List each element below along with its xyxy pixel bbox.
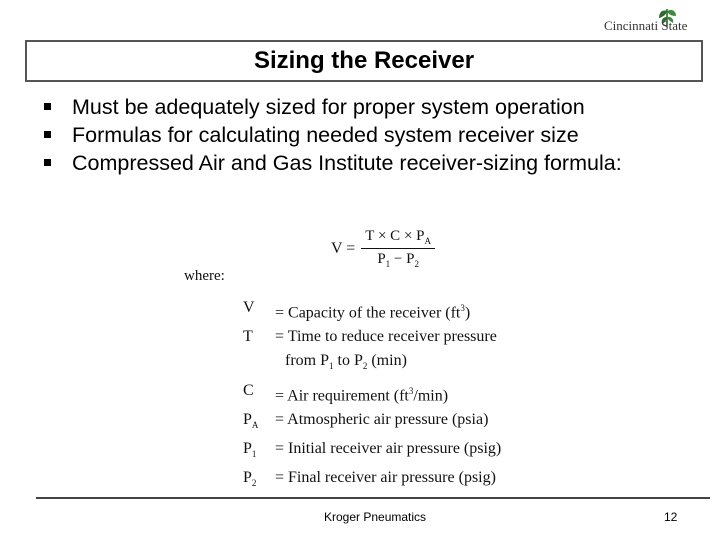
equation-numerator: $T \times C \times P_A$ xyxy=(361,228,435,249)
title-box xyxy=(25,40,703,82)
where-label: where: xyxy=(184,268,225,284)
bullet-item xyxy=(44,122,684,149)
square-bullet-icon xyxy=(44,159,51,166)
square-bullet-icon xyxy=(44,103,51,110)
equation-denominator: $P_1 - P_2$ xyxy=(377,251,419,269)
bullet-item xyxy=(44,94,684,121)
cincinnati-state-logo xyxy=(604,6,716,36)
footer-divider xyxy=(36,497,710,499)
definition-t: T = Time to reduce receiver pressure xyxy=(243,328,497,346)
footer-text: Kroger Pneumatics xyxy=(324,510,427,524)
definition-c: C = Air requirement $(ft^3/\min)$ xyxy=(243,381,449,404)
bullet-text: Compressed Air and Gas Institute receiver-sizing formula: xyxy=(72,151,622,175)
definition-v: V = Capacity of the receiver $(ft^3)$ xyxy=(243,299,471,322)
definition-pa: $P_A$ = Atmospheric air pressure (psia) xyxy=(243,410,489,431)
definition-p1: $P_1$ = Initial receiver air pressure (psig) xyxy=(243,440,502,460)
bullet-text: Formulas for calculating needed system receiver size xyxy=(72,123,579,147)
bullet-list xyxy=(44,94,684,178)
variable-definitions xyxy=(243,296,501,495)
bullet-text: Must be adequately sized for proper system operation xyxy=(72,95,585,119)
slide-title: Sizing the Receiver xyxy=(253,47,475,74)
receiver-sizing-equation xyxy=(331,228,435,269)
equation-lhs: V = xyxy=(331,239,356,257)
bullet-item xyxy=(44,150,684,177)
square-bullet-icon xyxy=(44,131,51,138)
formula-image xyxy=(180,222,580,489)
page-number: 12 xyxy=(664,510,678,524)
equation-fraction xyxy=(361,228,435,269)
logo-text: Cincinnati State xyxy=(604,18,688,33)
definition-t-continued: from $P_1$ to $P_2$ (min) xyxy=(285,352,407,372)
definition-p2: $P_2$ = Final receiver air pressure (psig) xyxy=(243,469,496,489)
